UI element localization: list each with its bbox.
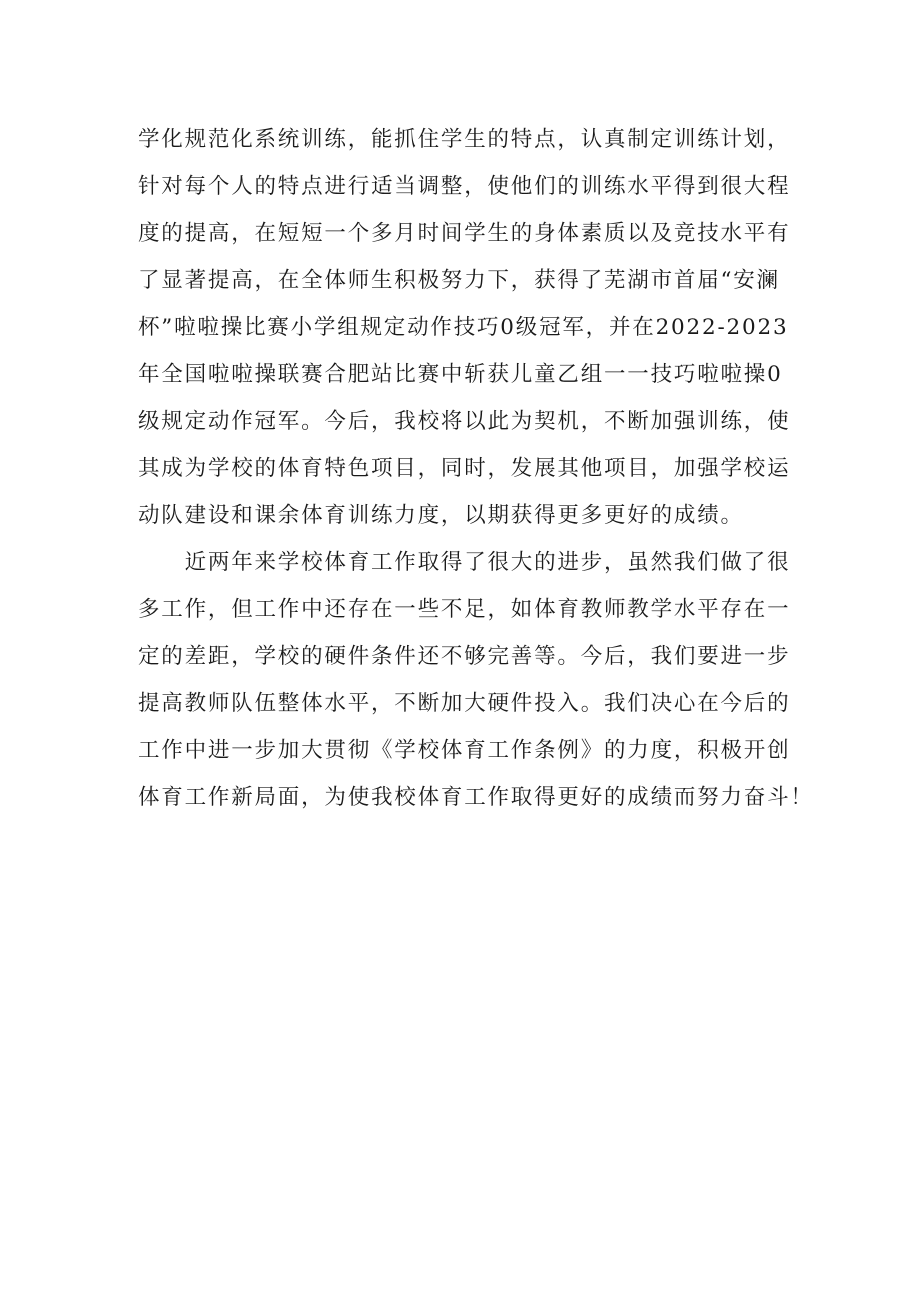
text-line: 定的差距，学校的硬件条件还不够完善等。今后，我们要进一步 [138, 644, 791, 669]
text-line: 级规定动作冠军。今后，我校将以此为契机，不断加强训练，使 [138, 409, 791, 434]
text-line: 了显著提高，在全体师生积极努力下，获得了芜湖市首届“安澜 [138, 268, 780, 293]
text-line: 体育工作新局面，为使我校体育工作取得更好的成绩而努力奋斗！ [138, 785, 814, 810]
body-text [138, 116, 818, 821]
paragraph-start-line: 近两年来学校体育工作取得了很大的进步，虽然我们做了很 [138, 550, 791, 575]
text-line: 年全国啦啦操联赛合肥站比赛中斩获儿童乙组一一技巧啦啦操0 [138, 362, 783, 387]
text-line: 学化规范化系统训练，能抓住学生的特点，认真制定训练计划， [138, 127, 791, 152]
text-line: 针对每个人的特点进行适当调整，使他们的训练水平得到很大程 [138, 174, 791, 199]
text-line: 动队建设和课余体育训练力度，以期获得更多更好的成绩。 [138, 503, 744, 528]
text-line: 其成为学校的体育特色项目，同时，发展其他项目，加强学校运 [138, 456, 791, 481]
text-line: 工作中进一步加大贯彻《学校体育工作条例》的力度，积极开创 [138, 738, 791, 763]
text-line: 提高教师队伍整体水平，不断加大硬件投入。我们决心在今后的 [138, 691, 791, 716]
text-line: 多工作，但工作中还存在一些不足，如体育教师教学水平存在一 [138, 597, 791, 622]
text-line: 度的提高，在短短一个多月时间学生的身体素质以及竞技水平有 [138, 221, 791, 246]
text-line: 杯”啦啦操比赛小学组规定动作技巧0级冠军，并在2022-2023 [138, 315, 789, 340]
